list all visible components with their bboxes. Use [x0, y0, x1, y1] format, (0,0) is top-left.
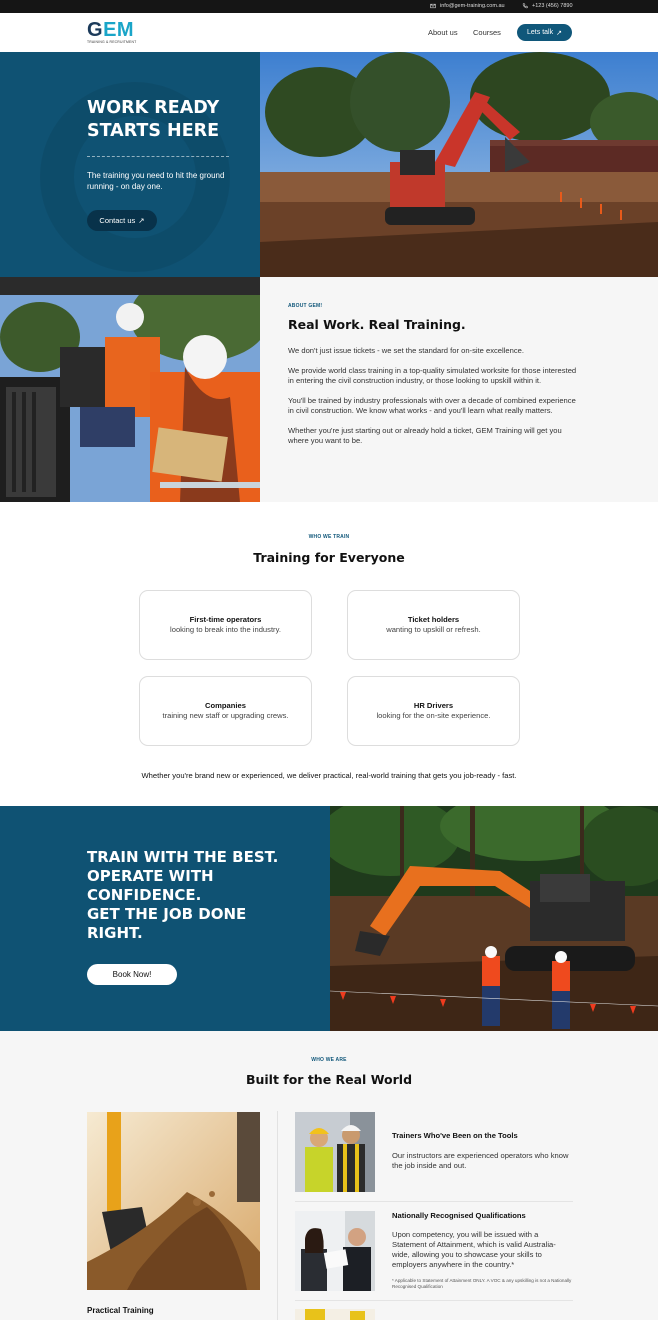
training-card-title: HR Drivers	[413, 701, 454, 710]
cta-line: CONFIDENCE.	[87, 886, 202, 904]
training-card-desc: wanting to upskill or refresh.	[386, 625, 481, 634]
feature-divider	[295, 1300, 573, 1301]
hero-panel	[0, 52, 260, 277]
hero-title	[87, 97, 257, 143]
about-eyebrow: ABOUT GEM!	[288, 303, 323, 309]
feature-desc: Upon competency, you will be issued with a Statement of Attainment, which is valid Australia-wide, allowing you to showcase your skills to employers anywhere in the country.*	[392, 1230, 556, 1269]
about-paragraph: You'll be trained by industry professionals with over a decade of combined experience in civil construction. We know what works - and you'll learn what really matters.	[288, 396, 576, 415]
qualifications-image	[295, 1211, 375, 1291]
practical-training-image	[87, 1112, 260, 1290]
mail-icon	[430, 3, 436, 9]
training-card-title: First-time operators	[189, 615, 262, 624]
training-card-title: Companies	[205, 701, 246, 710]
feature-image-partial	[295, 1309, 375, 1320]
who-eyebrow: WHO WE ARE	[311, 1057, 347, 1063]
cta-line: TRAIN WITH THE BEST.	[87, 848, 279, 866]
cta-line: RIGHT.	[87, 924, 143, 942]
contact-us-label: Contact us	[99, 216, 136, 225]
training-card-title: Ticket holders	[407, 615, 460, 624]
training-eyebrow: WHO WE TRAIN	[308, 534, 350, 540]
hero-divider	[87, 156, 229, 157]
topbar-email[interactable]	[430, 3, 505, 9]
feature-divider	[295, 1201, 573, 1202]
main-nav	[0, 13, 658, 52]
hero-excavator-image	[260, 52, 658, 277]
trainers-image	[295, 1112, 375, 1192]
about-paragraph: Whether you're just starting out or already hold a ticket, GEM Training will get you where you want to be.	[288, 426, 562, 445]
hero-title-line1: WORK READY	[87, 98, 220, 118]
book-now-button[interactable]: Book Now!	[87, 964, 177, 985]
training-title: Training for Everyone	[253, 550, 405, 565]
topbar-email-text: info@gem-training.com.au	[440, 3, 505, 9]
topbar-phone-text: +123 (456) 7890	[532, 3, 573, 9]
about-paragraphs	[288, 346, 578, 456]
nav-link-courses[interactable]: Courses	[473, 28, 501, 37]
training-card	[347, 590, 520, 660]
cta-title	[87, 848, 317, 943]
hero-title-line2: STARTS HERE	[87, 121, 220, 141]
cta-panel	[0, 806, 330, 1031]
contact-us-button[interactable]	[87, 210, 157, 231]
training-card	[347, 676, 520, 746]
training-card-desc: looking for the on-site experience.	[376, 711, 491, 720]
hero-subtitle: The training you need to hit the ground running - on day one.	[87, 171, 225, 191]
training-card-desc: training new staff or upgrading crews.	[162, 711, 289, 720]
arrow-up-right-icon: ↗	[138, 216, 145, 225]
training-tagline: Whether you're brand new or experienced, we deliver practical, real-world training that gets you job-ready - fast.	[141, 771, 517, 780]
feature-footnote: * Applicable to Statement of Attainment ONLY. A VOC & any upskilling is not a Nationally Recognised Qualification	[392, 1278, 572, 1289]
about-workers-image	[0, 277, 260, 502]
about-section	[260, 277, 658, 502]
cta-excavator-image	[330, 806, 658, 1031]
about-title: Real Work. Real Training.	[288, 317, 466, 332]
phone-icon	[522, 3, 528, 9]
logo-mark: GEM	[87, 19, 135, 41]
lets-talk-label: Lets talk	[527, 29, 554, 36]
training-card-desc: looking to break into the industry.	[170, 625, 281, 634]
lets-talk-button[interactable]	[517, 24, 572, 41]
logo-subtitle: TRAINING & RECRUITMENT	[87, 40, 137, 44]
about-paragraph: We provide world class training in a top-quality simulated worksite for those interested in entering the civil construction industry, or those looking to upskill within it.	[288, 366, 577, 385]
training-card	[139, 590, 312, 660]
training-card	[139, 676, 312, 746]
practical-training-label: Practical Training	[87, 1306, 154, 1315]
topbar-phone[interactable]	[522, 3, 573, 9]
who-title: Built for the Real World	[245, 1072, 413, 1087]
column-divider	[277, 1111, 278, 1320]
about-paragraph: We don't just issue tickets - we set the standard for on-site excellence.	[288, 346, 524, 355]
cta-line: GET THE JOB DONE	[87, 905, 247, 923]
logo[interactable]	[87, 21, 136, 44]
nav-link-about[interactable]: About us	[428, 28, 458, 37]
cta-line: OPERATE WITH	[87, 867, 214, 885]
feature-title: Trainers Who've Been on the Tools	[392, 1131, 518, 1140]
top-bar	[0, 0, 658, 13]
feature-title: Nationally Recognised Qualifications	[392, 1211, 526, 1220]
arrow-up-right-icon: ↗	[556, 29, 562, 37]
feature-desc: Our instructors are experienced operators who know the job inside and out.	[392, 1151, 569, 1170]
